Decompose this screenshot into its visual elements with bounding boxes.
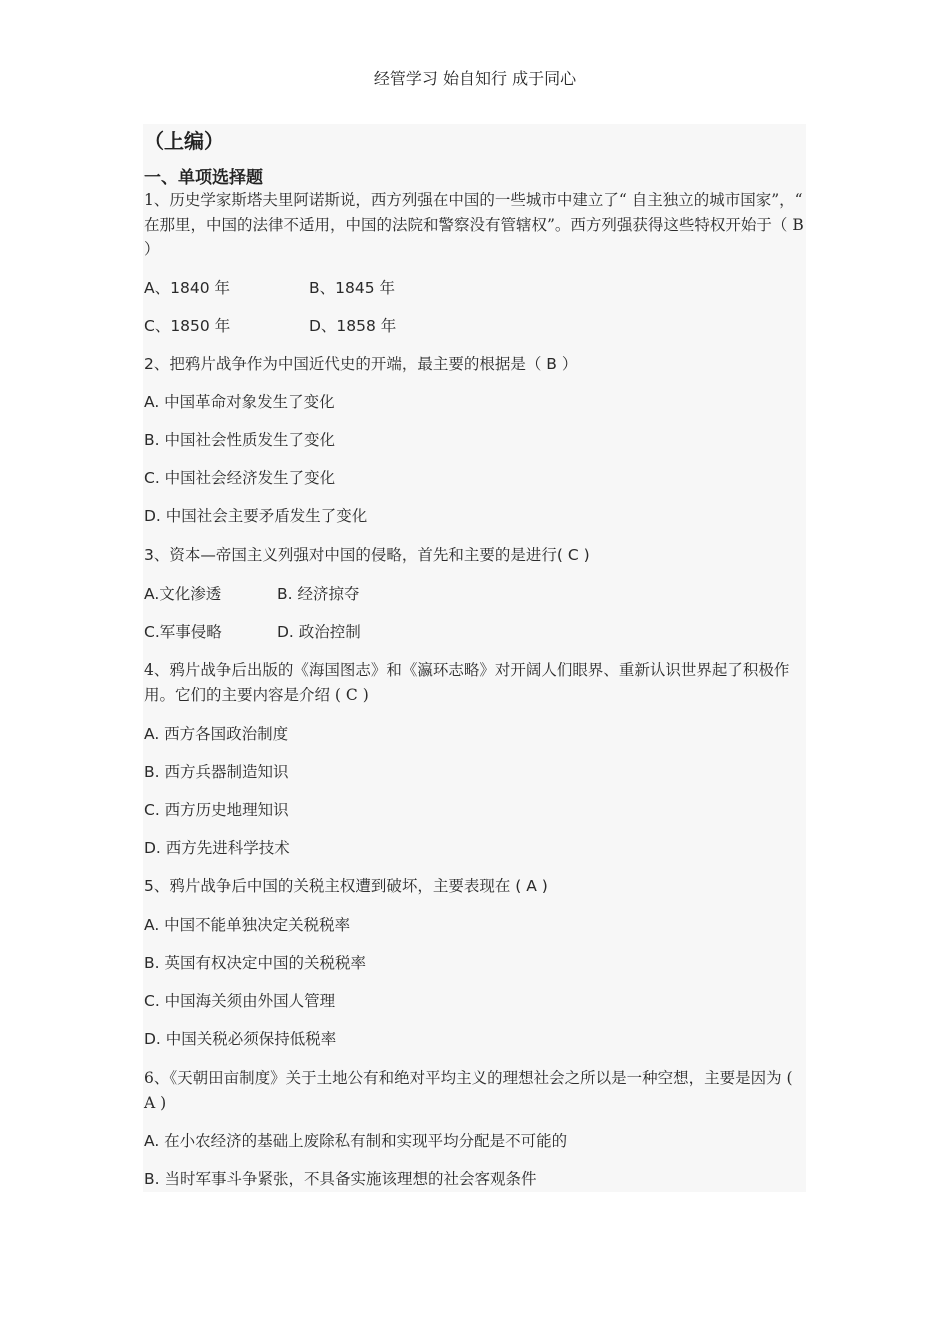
q6-option-a: A. 在小农经济的基础上废除私有制和实现平均分配是不可能的 (144, 1132, 568, 1150)
question-1: 1、历史学家斯塔夫里阿诺斯说，西方列强在中国的一些城市中建立了“ 自主独立的城市国家”，“ 在那里，中国的法律不适用，中国的法院和警察没有管辖权”。西方列强获得这些特权开始于（ B ） (144, 191, 804, 258)
part-title: （上编） (144, 129, 224, 153)
q1-option-d: D、1858 年 (309, 317, 397, 335)
page-header: 经管学习 始自知行 成于同心 (373, 69, 577, 88)
section-title: 一、单项选择题 (144, 168, 263, 188)
q3-option-a: A.文化渗透 (144, 585, 222, 603)
q3-option-b: B. 经济掠夺 (277, 585, 360, 603)
q1-option-c: C、1850 年 (144, 317, 231, 335)
question-6: 6、《天朝田亩制度》关于土地公有和绝对平均主义的理想社会之所以是一种空想，主要是因为 ( A ) (144, 1069, 793, 1112)
q5-option-a: A. 中国不能单独决定关税税率 (144, 916, 351, 934)
q2-option-a: A. 中国革命对象发生了变化 (144, 393, 335, 411)
q1-option-b: B、1845 年 (309, 279, 396, 297)
question-5: 5、鸦片战争后中国的关税主权遭到破坏，主要表现在 ( A ) (144, 877, 548, 895)
q4-option-c: C. 西方历史地理知识 (144, 801, 289, 819)
q2-option-c: C. 中国社会经济发生了变化 (144, 469, 336, 487)
q5-option-b: B. 英国有权决定中国的关税税率 (144, 954, 366, 972)
q4-option-b: B. 西方兵器制造知识 (144, 763, 289, 781)
q1-option-a: A、1840 年 (144, 279, 230, 297)
question-4: 4、鸦片战争后出版的《海国图志》和《瀛环志略》对开阔人们眼界、重新认识世界起了积极作用。它们的主要内容是介绍 ( C ) (144, 661, 790, 704)
document-body (143, 124, 806, 1192)
q6-option-b: B. 当时军事斗争紧张，不具备实施该理想的社会客观条件 (144, 1170, 537, 1188)
question-2: 2、把鸦片战争作为中国近代史的开端，最主要的根据是（ B ） (144, 355, 578, 373)
q4-option-a: A. 西方各国政治制度 (144, 725, 289, 743)
q5-option-c: C. 中国海关须由外国人管理 (144, 992, 336, 1010)
q5-option-d: D. 中国关税必须保持低税率 (144, 1030, 337, 1048)
question-3: 3、资本—帝国主义列强对中国的侵略，首先和主要的是进行( C ) (144, 546, 590, 564)
q2-option-b: B. 中国社会性质发生了变化 (144, 431, 335, 449)
q3-option-c: C.军事侵略 (144, 623, 222, 641)
q3-option-d: D. 政治控制 (277, 623, 361, 641)
q2-option-d: D. 中国社会主要矛盾发生了变化 (144, 507, 368, 525)
q4-option-d: D. 西方先进科学技术 (144, 839, 290, 857)
